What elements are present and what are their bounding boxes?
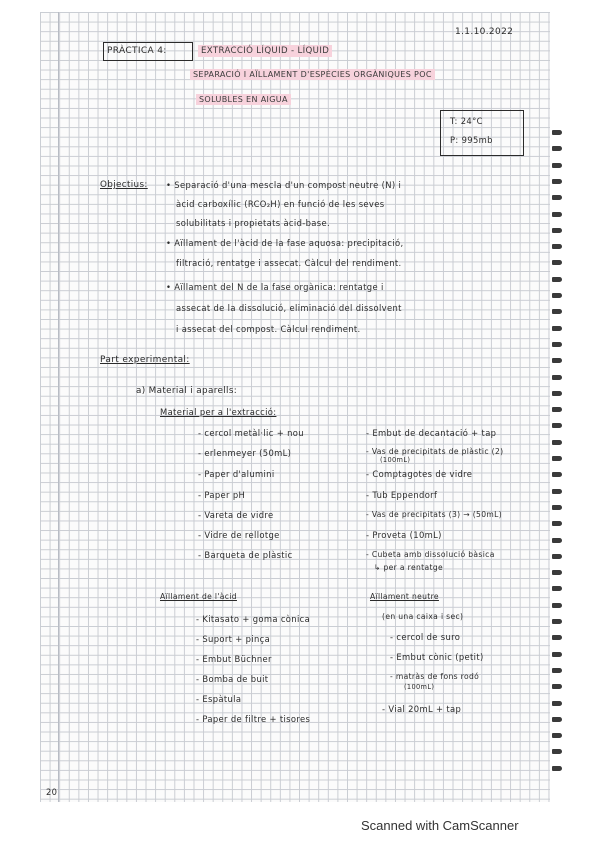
binding-ring [552,212,562,217]
binding-ring [552,717,562,722]
binding-ring [552,505,562,510]
binding-ring [552,358,562,363]
extraction-left-item: - Paper d'alumini [198,469,275,479]
spiral-binding [552,130,566,790]
binding-ring [552,619,562,624]
extraction-right-note: ↳ per a rentatge [374,563,444,572]
binding-ring [552,326,562,331]
extraction-heading: Material per a l'extracció: [160,407,277,417]
acid-item: - Suport + pinça [196,634,271,644]
binding-ring [552,749,562,754]
neutral-item: - Vial 20mL + tap [382,704,462,714]
binding-ring [552,652,562,657]
binding-ring [552,635,562,640]
binding-ring [552,603,562,608]
neutral-subheading: (en una caixa i sec) [382,612,464,621]
objective-line: i assecat del compost. Càlcul rendiment. [176,324,361,334]
acid-item: - Embut Büchner [196,654,272,664]
extraction-right-item: - Vas de precipitats (3) → (50mL) [366,510,503,519]
acid-item: - Kitasato + goma cònica [196,614,311,624]
practice-subtitle-line2-text: SOLUBLES EN AIGUA [196,94,291,105]
practice-title-text: EXTRACCIÓ LÍQUID - LÍQUID [198,45,332,57]
extraction-left-item: - Barqueta de plàstic [198,550,293,560]
neutral-heading: Aïllament neutre [370,592,439,601]
extraction-right-item: - Cubeta amb dissolució bàsica [366,550,495,559]
binding-ring [552,701,562,706]
neutral-item: - cercol de suro [390,632,461,642]
binding-ring [552,554,562,559]
acid-heading: Aïllament de l'àcid [160,592,237,601]
extraction-left-item: - Vidre de rellotge [198,530,280,540]
neutral-item: - matràs de fons rodó [390,672,480,681]
extraction-right-item: - Embut de decantació + tap [366,428,497,438]
binding-ring [552,146,562,151]
experimental-heading: Part experimental: [100,355,190,365]
extraction-right-item: - Vas de precipitats de plàstic (2) [366,447,504,456]
acid-item: - Espàtula [196,694,242,704]
binding-ring [552,391,562,396]
binding-ring [552,163,562,168]
binding-ring [552,293,562,298]
binding-ring [552,472,562,477]
binding-ring [552,130,562,135]
binding-ring [552,538,562,543]
acid-item: - Paper de filtre + tisores [196,714,311,724]
binding-ring [552,570,562,575]
practice-subtitle-line2 [196,95,291,104]
practice-label: PRÀCTICA 4: [107,46,167,56]
practice-title [198,46,332,56]
neutral-note: (100mL) [404,683,435,691]
temperature: T: 24°C [450,116,483,126]
extraction-right-note: (100mL) [380,456,411,464]
binding-ring [552,668,562,673]
binding-ring [552,521,562,526]
date: 1.1.10.2022 [455,27,514,37]
scanner-footer: Scanned with CamScanner [361,818,519,833]
binding-ring [552,489,562,494]
binding-ring [552,684,562,689]
binding-ring [552,733,562,738]
extraction-right-item: - Comptagotes de vidre [366,469,473,479]
objective-line: • Aïllament de l'àcid de la fase aquosa: precipitació, [166,238,404,248]
binding-ring [552,195,562,200]
binding-ring [552,423,562,428]
practice-subtitle-line1-text: SEPARACIÓ I AÏLLAMENT D'ESPÈCIES ORGÀNIQUES POC [190,69,435,80]
binding-ring [552,244,562,249]
practice-subtitle-line1 [190,70,435,79]
binding-ring [552,407,562,412]
objective-line: solubilitats i propietats àcid-base. [176,218,330,228]
objective-line: • Separació d'una mescla d'un compost neutre (N) i [166,180,402,190]
objective-line: assecat de la dissolució, eliminació del dissolvent [176,303,402,313]
page-number: 20 [46,787,58,797]
acid-item: - Bomba de buit [196,674,269,684]
binding-ring [552,179,562,184]
binding-ring [552,586,562,591]
extraction-left-item: - Paper pH [198,490,246,500]
objective-line: • Aïllament del N de la fase orgànica: rentatge i [166,282,384,292]
binding-ring [552,766,562,771]
binding-ring [552,260,562,265]
binding-ring [552,309,562,314]
objective-line: filtració, rentatge i assecat. Càlcul del rendiment. [176,258,402,268]
extraction-left-item: - cercol metàl·lic + nou [198,428,304,438]
binding-ring [552,277,562,282]
binding-ring [552,228,562,233]
extraction-left-item: - erlenmeyer (50mL) [198,448,292,458]
pressure: P: 995mb [450,135,493,145]
binding-ring [552,456,562,461]
binding-ring [552,375,562,380]
extraction-right-item: - Proveta (10mL) [366,530,442,540]
extraction-left-item: - Vareta de vidre [198,510,274,520]
objective-line: àcid carboxílic (RCO₂H) en funció de les seves [176,199,385,209]
objectives-heading: Objectius: [100,180,148,190]
section-a-heading: a) Material i aparells: [136,386,238,396]
binding-ring [552,342,562,347]
neutral-item: - Embut cònic (petit) [390,652,484,662]
margin-line [58,12,59,802]
extraction-right-item: - Tub Eppendorf [366,490,438,500]
binding-ring [552,440,562,445]
